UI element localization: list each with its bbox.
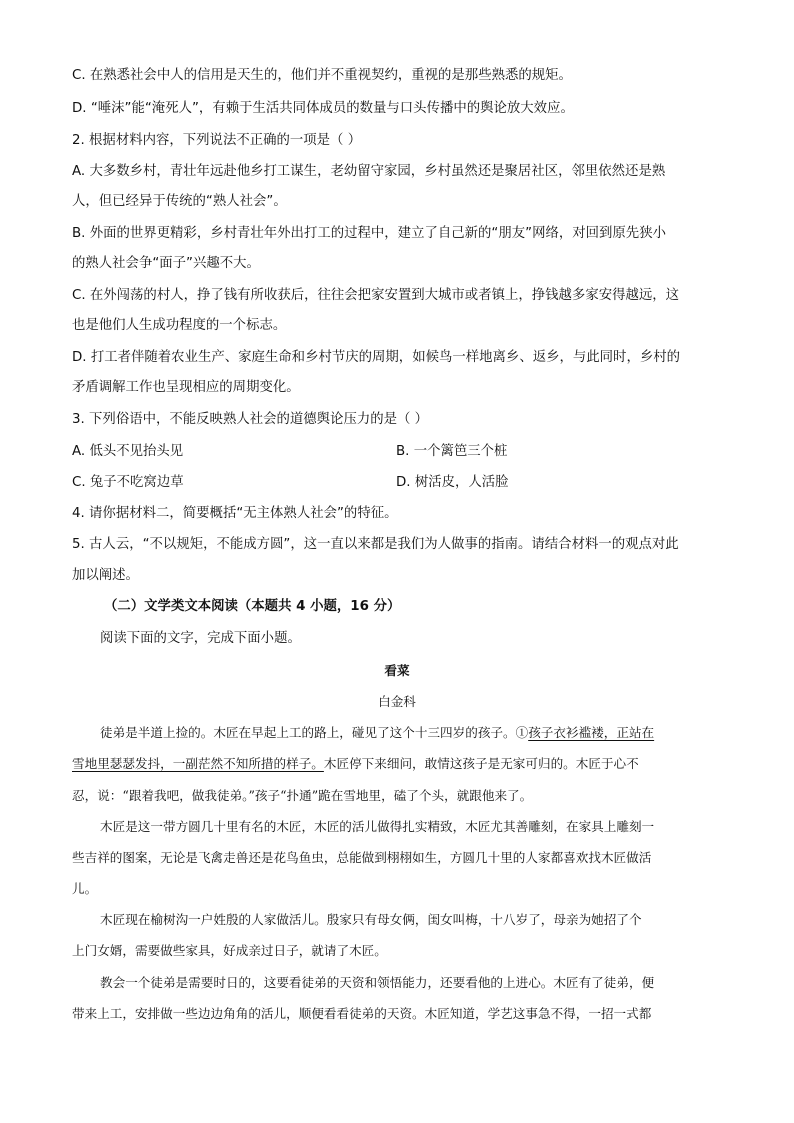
q2-option-c-line1: C. 在外闯荡的村人，挣了钱有所收获后，往往会把家安置到大城市或者镇上，挣钱越多家安得越远，这 [72,288,680,303]
q2-option-a-line1: A. 大多数乡村，青壮年远赴他乡打工谋生，老幼留守家园，乡村虽然还是聚居社区，邻里依然还是熟 [72,164,666,179]
story-author: 白金科 [378,694,416,709]
section-instruction: 阅读下面的文字，完成下面小题。 [100,631,301,646]
q4: 4. 请你据材料二，简要概括“无主体熟人社会”的特征。 [72,506,398,521]
q1-option-d: D. “唾沫”能“淹死人”，有赖于生活共同体成员的数量与口头传播中的舆论放大效应。 [72,101,574,116]
story-p1-text: 徒弟是半道上捡的。木匠在早起上工的路上，碰见了这个十三四岁的孩子。① [100,725,529,740]
q2-option-b-line2: 的熟人社会争“面子”兴趣不大。 [72,256,260,271]
story-p3-line2: 上门女婿，需要做些家具，好成亲过日子，就请了木匠。 [72,943,387,958]
q3-row2 [72,473,722,492]
story-p1-line3: 忍，说：“跟着我吧，做我徒弟。”孩子“扑通”跪在雪地里，磕了个头，就跟他来了。 [72,788,533,803]
underlined-sentence-part1: 孩子衣衫褴褛，正站在 [528,725,655,740]
story-p1-text-cont: 木匠停下来细问，敢情这孩子是无家可归的。木匠于心不 [323,756,639,771]
q5-line1: 5. 古人云，“不以规矩，不能成方圆”，这一直以来都是我们为人做事的指南。请结合材料一的观点对此 [72,537,679,552]
story-title: 看菜 [384,663,410,678]
q2-stem: 2. 根据材料内容，下列说法不正确的一项是（ ） [72,133,362,148]
q3-option-a: A. 低头不见抬头见 [72,444,184,459]
q1-option-c: C. 在熟悉社会中人的信用是天生的，他们并不重视契约，重视的是那些熟悉的规矩。 [72,68,572,83]
q2-option-d-line1: D. 打工者伴随着农业生产、家庭生命和乡村节庆的周期，如候鸟一样地离乡、返乡，与此同时，乡村的 [72,350,681,365]
q3-option-d: D. 树活皮，人活脸 [396,475,509,490]
section-heading: （二）文学类文本阅读（本题共 4 小题，16 分） [104,599,401,614]
story-p2-line2: 些吉祥的图案，无论是飞禽走兽还是花鸟鱼虫，总能做到栩栩如生，方圆几十里的人家都喜欢找木匠做活 [72,850,652,865]
story-p2-line3: 儿。 [72,881,98,896]
q2-option-b-line1: B. 外面的世界更精彩，乡村青壮年外出打工的过程中，建立了自己新的“朋友”网络，对回到原先狭小 [72,226,666,241]
q3-stem: 3. 下列俗语中，不能反映熟人社会的道德舆论压力的是（ ） [72,412,429,427]
story-p2-line1: 木匠是这一带方圆几十里有名的木匠，木匠的活儿做得扎实精致，木匠尤其善雕刻，在家具上雕刻一 [100,819,655,834]
underlined-sentence-part2: 雪地里瑟瑟发抖，一副茫然不知所措的样子。 [72,756,324,771]
q2-option-c-line2: 也是他们人生成功程度的一个标志。 [72,318,287,333]
q3-option-c: C. 兔子不吃窝边草 [72,475,184,490]
q2-option-d-line2: 矛盾调解工作也呈现相应的周期变化。 [72,380,300,395]
story-p3-line1: 木匠现在榆树沟一户姓殷的人家做活儿。殷家只有母女俩，闺女叫梅，十八岁了，母亲为她招了个 [100,912,642,927]
story-p4-line1: 教会一个徒弟是需要时日的，这要看徒弟的天资和领悟能力，还要看他的上进心。木匠有了徒弟，便 [100,975,655,990]
q3-row1 [72,442,722,461]
q3-option-b: B. 一个篱笆三个桩 [396,444,508,459]
story-p1-line1 [100,723,716,742]
story-p1-line2 [72,754,716,773]
story-p4-line2: 带来上工，安排做一些边边角角的活儿，顺便看看徒弟的天资。木匠知道，学艺这事急不得，一招一式都 [72,1006,652,1021]
q5-line2: 加以阐述。 [72,568,139,583]
q2-option-a-line2: 人，但已经异于传统的“熟人社会”。 [72,194,287,209]
